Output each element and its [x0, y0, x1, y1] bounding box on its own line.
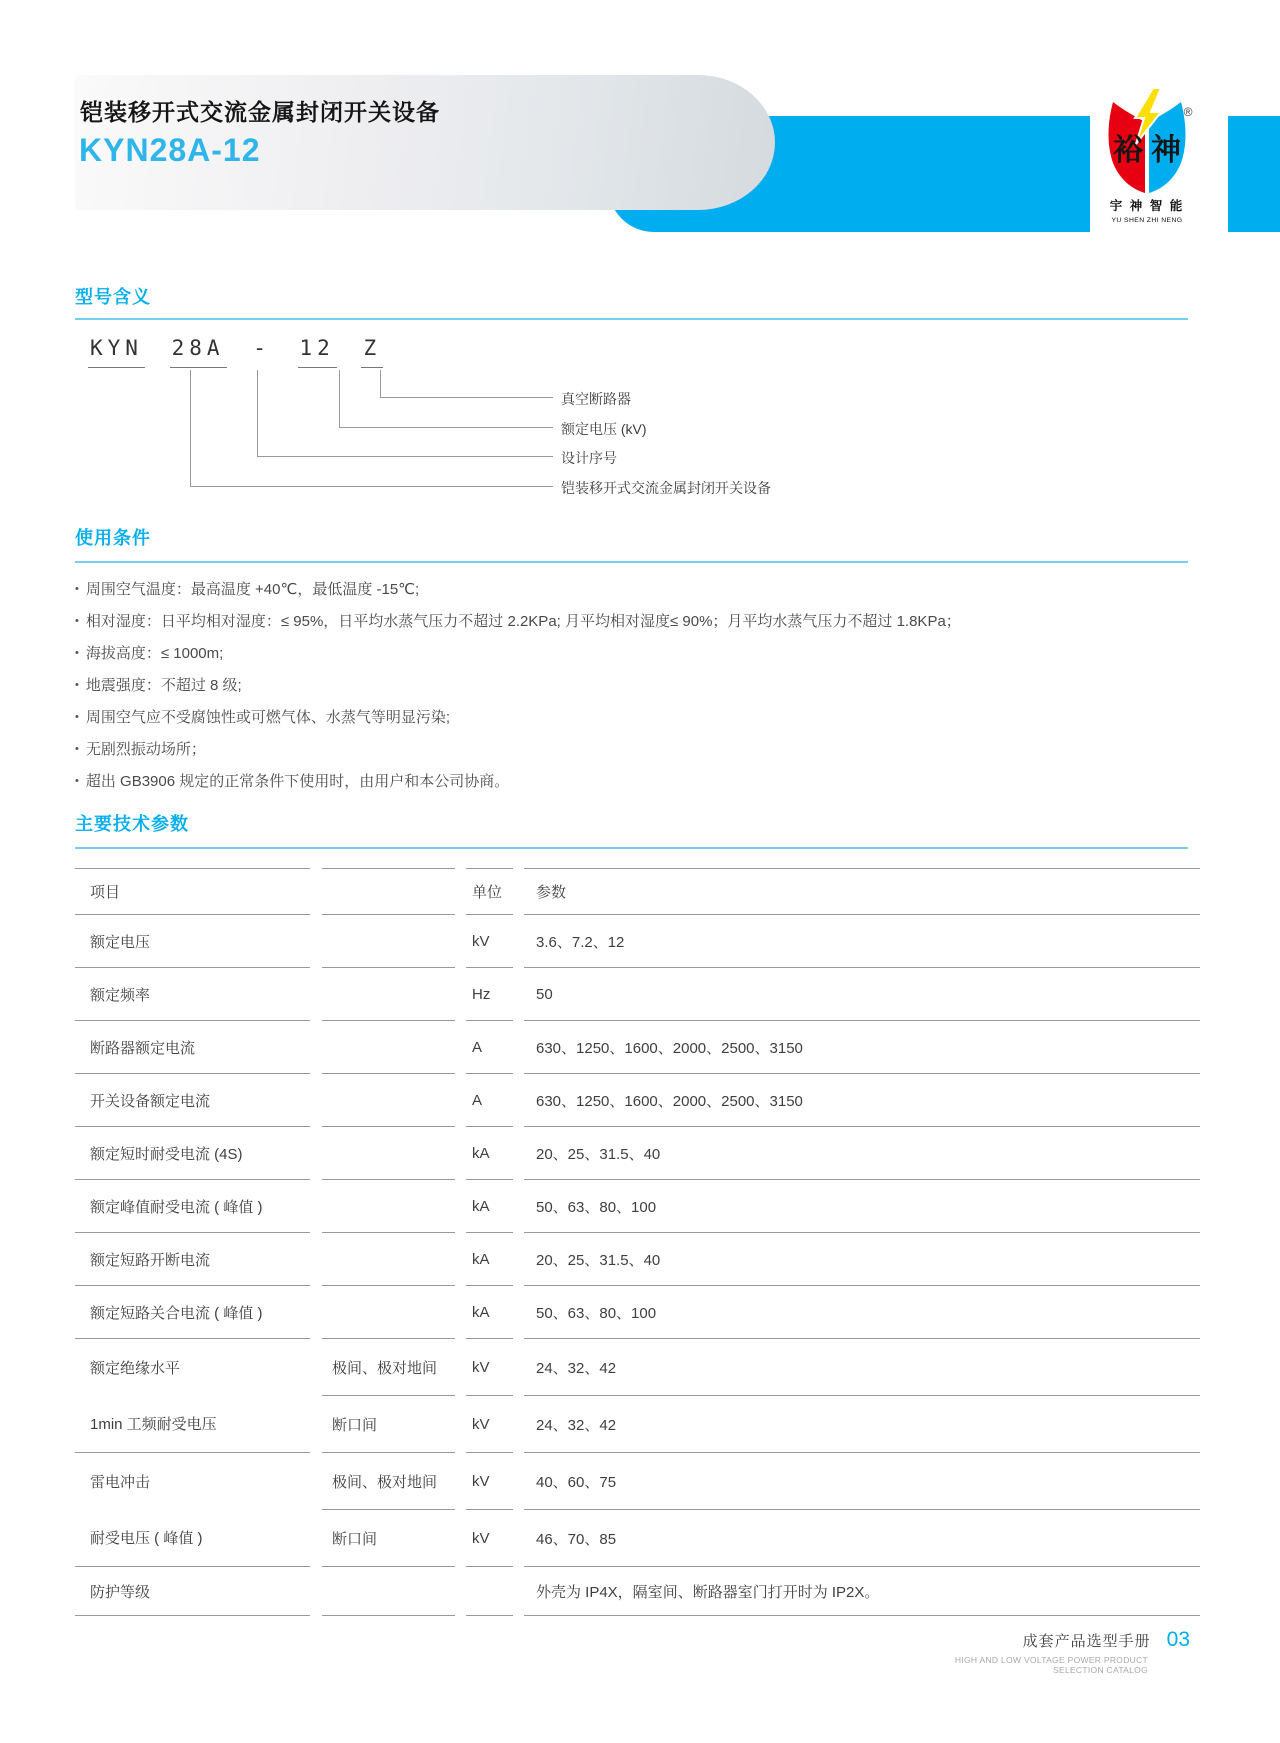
table-span-group-insulation — [75, 1339, 1200, 1453]
subrow-unit: kV — [466, 1396, 513, 1453]
header-cell-param — [524, 868, 1200, 915]
logo-calligraphy-left: 裕 — [1113, 134, 1143, 167]
code-label-design-serial: 设计序号 — [561, 450, 617, 466]
tech-params-table — [75, 868, 1200, 1616]
subrow-value: 46、70、85 — [524, 1510, 1200, 1567]
header-param-label: 参数 — [536, 884, 567, 901]
row-label: 额定峰值耐受电流 ( 峰值 ) — [75, 1180, 310, 1233]
header-band — [0, 0, 1280, 245]
table-row — [75, 1074, 1200, 1127]
model-code-row — [88, 336, 395, 368]
row-value: 630、1250、1600、2000、2500、3150 — [524, 1021, 1200, 1074]
row-value: 50 — [524, 968, 1200, 1021]
section-rule-model-meaning — [75, 318, 1188, 320]
row-value: 3.6、7.2、12 — [524, 915, 1200, 968]
page-footer — [955, 1628, 1190, 1675]
header-item-label: 项目 — [90, 884, 121, 901]
row-unit — [466, 1567, 513, 1616]
subrow-scope: 断口间 — [322, 1510, 455, 1567]
footer-en-line1: HIGH AND LOW VOLTAGE POWER PRODUCT — [954, 1655, 1148, 1665]
row-unit: kA — [466, 1127, 513, 1180]
subrow-value: 24、32、42 — [524, 1396, 1200, 1453]
table-row — [75, 1021, 1200, 1074]
header-unit-label: 单位 — [472, 884, 503, 901]
subrow-unit: kV — [466, 1339, 513, 1396]
header-cyan-strip — [1228, 116, 1280, 232]
table-row — [75, 1233, 1200, 1286]
table-subrow — [322, 1510, 1200, 1567]
footer-catalog-title: 成套产品选型手册 — [1022, 1633, 1151, 1650]
header-cell-unit — [466, 868, 513, 915]
row-unit: kA — [466, 1233, 513, 1286]
usage-conditions-list — [75, 574, 1188, 798]
page-number: 03 — [1166, 1628, 1190, 1651]
subrow-scope: 极间、极对地间 — [322, 1453, 455, 1510]
list-item: • 地震强度：不超过 8 级; — [75, 670, 1188, 702]
footer-en-line2: SELECTION CATALOG — [1053, 1665, 1148, 1675]
section-rule-tech-params — [75, 847, 1188, 849]
table-row — [75, 1286, 1200, 1339]
code-label-vacuum-breaker: 真空断路器 — [561, 391, 631, 407]
subrow-scope: 断口间 — [322, 1396, 455, 1453]
table-row-protection — [75, 1567, 1200, 1616]
row-label: 额定短路关合电流 ( 峰值 ) — [75, 1286, 310, 1339]
list-item: • 周围空气应不受腐蚀性或可燃气体、水蒸气等明显污染; — [75, 702, 1188, 734]
row-value: 50、63、80、100 — [524, 1286, 1200, 1339]
row-label: 额定频率 — [75, 968, 310, 1021]
table-span-group-lightning — [75, 1453, 1200, 1567]
section-heading-usage: 使用条件 — [75, 528, 151, 548]
span-group-label — [75, 1339, 310, 1453]
span-label-line1: 雷电冲击 — [90, 1473, 151, 1491]
table-row — [75, 1127, 1200, 1180]
section-heading-tech-params: 主要技术参数 — [75, 814, 189, 834]
span-label-line1: 额定绝缘水平 — [90, 1359, 181, 1377]
code-part-28a: 28A — [170, 336, 227, 368]
table-row — [75, 968, 1200, 1021]
row-unit: A — [466, 1021, 513, 1074]
row-unit: A — [466, 1074, 513, 1127]
row-value: 50、63、80、100 — [524, 1180, 1200, 1233]
row-label: 额定电压 — [75, 915, 310, 968]
code-part-dash: - — [253, 336, 271, 360]
row-unit: Hz — [466, 968, 513, 1021]
table-subrow — [322, 1453, 1200, 1510]
table-subrow — [322, 1339, 1200, 1396]
footer-catalog-title-en — [955, 1655, 1148, 1675]
code-part-12: 12 — [298, 336, 337, 368]
row-unit: kA — [466, 1286, 513, 1339]
connector-kyn — [190, 370, 553, 487]
list-item: • 无剧烈振动场所； — [75, 734, 1188, 766]
list-item: • 海拔高度：≤ 1000m; — [75, 638, 1188, 670]
table-row — [75, 915, 1200, 968]
row-value: 20、25、31.5、40 — [524, 1127, 1200, 1180]
logo-name-en: YU SHEN ZHI NENG — [1111, 217, 1183, 224]
span-label-line2: 耐受电压 ( 峰值 ) — [90, 1530, 203, 1548]
section-heading-model-meaning: 型号含义 — [75, 287, 151, 307]
subrow-value: 24、32、42 — [524, 1339, 1200, 1396]
table-subrow — [322, 1396, 1200, 1453]
row-label: 额定短时耐受电流 (4S) — [75, 1127, 310, 1180]
logo-calligraphy-right: 神 — [1151, 134, 1181, 167]
subrow-value: 40、60、75 — [524, 1453, 1200, 1510]
model-number: KYN28A-12 — [79, 132, 261, 168]
table-header-row — [75, 868, 1200, 915]
section-rule-usage — [75, 561, 1188, 563]
logo-name-cn: 宇 神 智 能 — [1109, 199, 1185, 213]
brand-logo — [1100, 86, 1194, 228]
row-unit: kV — [466, 915, 513, 968]
row-label: 额定短路开断电流 — [75, 1233, 310, 1286]
model-code-diagram — [75, 330, 1200, 510]
code-part-z: Z — [361, 336, 383, 368]
code-label-rated-voltage: 额定电压 (kV) — [561, 421, 647, 437]
row-value: 630、1250、1600、2000、2500、3150 — [524, 1074, 1200, 1127]
table-row — [75, 1180, 1200, 1233]
list-item: • 超出 GB3906 规定的正常条件下使用时，由用户和本公司协商。 — [75, 766, 1188, 798]
header-cell-item — [75, 868, 310, 915]
list-item: • 相对湿度：日平均相对湿度：≤ 95%，日平均水蒸气压力不超过 2.2KPa; 月平均相对湿度≤ 90%；月平均水蒸气压力不超过 1.8KPa； — [75, 606, 1188, 638]
subrow-unit: kV — [466, 1453, 513, 1510]
page-title: 铠装移开式交流金属封闭开关设备 — [80, 99, 440, 125]
row-label: 开关设备额定电流 — [75, 1074, 310, 1127]
registered-mark-icon: ® — [1183, 105, 1193, 119]
subrow-scope: 极间、极对地间 — [322, 1339, 455, 1396]
code-label-switchgear-type: 铠装移开式交流金属封闭开关设备 — [561, 480, 771, 496]
row-label: 断路器额定电流 — [75, 1021, 310, 1074]
row-value: 20、25、31.5、40 — [524, 1233, 1200, 1286]
row-unit: kA — [466, 1180, 513, 1233]
row-label: 防护等级 — [75, 1567, 310, 1616]
span-group-label — [75, 1453, 310, 1567]
subrow-unit: kV — [466, 1510, 513, 1567]
row-value: 外壳为 IP4X，隔室间、断路器室门打开时为 IP2X。 — [524, 1567, 1200, 1616]
code-part-kyn: KYN — [88, 336, 145, 368]
list-item: • 周围空气温度：最高温度 +40℃，最低温度 -15℃; — [75, 574, 1188, 606]
span-label-line2: 1min 工频耐受电压 — [90, 1416, 217, 1434]
